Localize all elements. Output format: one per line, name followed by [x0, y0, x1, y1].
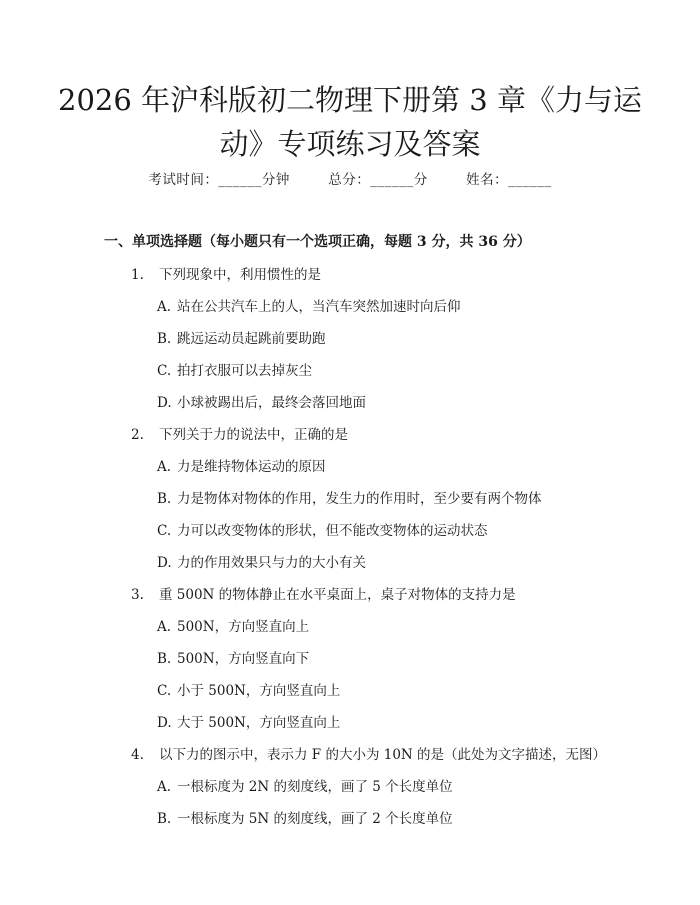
student-name-field: 姓名：______	[466, 172, 552, 188]
option-text: 大于 500N，方向竖直向上	[177, 715, 341, 731]
page-title	[40, 78, 660, 166]
question-number: 1.	[131, 267, 144, 283]
question-text: 以下力的图示中，表示力 F 的大小为 10N 的是（此处为文字描述，无图）	[159, 747, 607, 763]
question-3-option-c	[157, 679, 340, 699]
option-text: 500N，方向竖直向上	[177, 619, 310, 635]
option-key: B.	[157, 331, 172, 347]
title-line-2: 动》专项练习及答案	[219, 127, 481, 161]
question-2-option-b	[157, 487, 542, 507]
option-text: 小球被踢出后，最终会落回地面	[177, 395, 366, 411]
option-key: D.	[157, 555, 172, 571]
option-text: 500N，方向竖直向下	[177, 651, 310, 667]
question-4-option-b	[157, 807, 453, 827]
option-key: B.	[157, 811, 172, 827]
option-key: C.	[157, 363, 172, 379]
option-text: 站在公共汽车上的人，当汽车突然加速时向后仰	[177, 299, 461, 315]
option-text: 一根标度为 5N 的刻度线，画了 2 个长度单位	[177, 811, 453, 827]
option-key: B.	[157, 491, 172, 507]
question-2	[131, 423, 348, 443]
option-key: A.	[157, 619, 172, 635]
question-3-option-d	[157, 711, 340, 731]
total-score-field: 总分：______分	[328, 172, 428, 188]
option-text: 力是维持物体运动的原因	[177, 459, 326, 475]
question-3-option-a	[157, 615, 309, 635]
question-number: 2.	[131, 427, 144, 443]
question-1	[131, 263, 321, 283]
question-3-option-b	[157, 647, 309, 667]
question-text: 下列现象中，利用惯性的是	[159, 267, 321, 283]
option-key: A.	[157, 459, 172, 475]
exam-meta	[0, 168, 700, 188]
question-1-option-a	[157, 295, 461, 315]
question-3	[131, 583, 516, 603]
option-text: 一根标度为 2N 的刻度线，画了 5 个长度单位	[177, 779, 453, 795]
question-text: 下列关于力的说法中，正确的是	[159, 427, 348, 443]
question-4	[131, 743, 606, 763]
question-number: 3.	[131, 587, 144, 603]
question-2-option-c	[157, 519, 488, 539]
option-key: D.	[157, 395, 172, 411]
exam-time-field: 考试时间：______分钟	[148, 172, 290, 188]
option-text: 力的作用效果只与力的大小有关	[177, 555, 366, 571]
option-key: A.	[157, 299, 172, 315]
question-number: 4.	[131, 747, 144, 763]
option-key: A.	[157, 779, 172, 795]
option-key: C.	[157, 683, 172, 699]
question-text: 重 500N 的物体静止在水平桌面上，桌子对物体的支持力是	[159, 587, 516, 603]
title-line-1: 2026 年沪科版初二物理下册第 3 章《力与运	[58, 83, 642, 117]
option-text: 力是物体对物体的作用，发生力的作用时，至少要有两个物体	[177, 491, 542, 507]
question-2-option-a	[157, 455, 326, 475]
question-1-option-c	[157, 359, 312, 379]
question-2-option-d	[157, 551, 366, 571]
option-text: 跳远运动员起跳前要助跑	[177, 331, 326, 347]
option-text: 拍打衣服可以去掉灰尘	[177, 363, 312, 379]
option-text: 小于 500N，方向竖直向上	[177, 683, 341, 699]
question-1-option-d	[157, 391, 366, 411]
option-key: D.	[157, 715, 172, 731]
question-1-option-b	[157, 327, 326, 347]
option-key: B.	[157, 651, 172, 667]
option-key: C.	[157, 523, 172, 539]
section-heading: 一、单项选择题（每小题只有一个选项正确，每题 3 分，共 36 分）	[104, 234, 531, 250]
question-4-option-a	[157, 775, 453, 795]
option-text: 力可以改变物体的形状，但不能改变物体的运动状态	[177, 523, 488, 539]
